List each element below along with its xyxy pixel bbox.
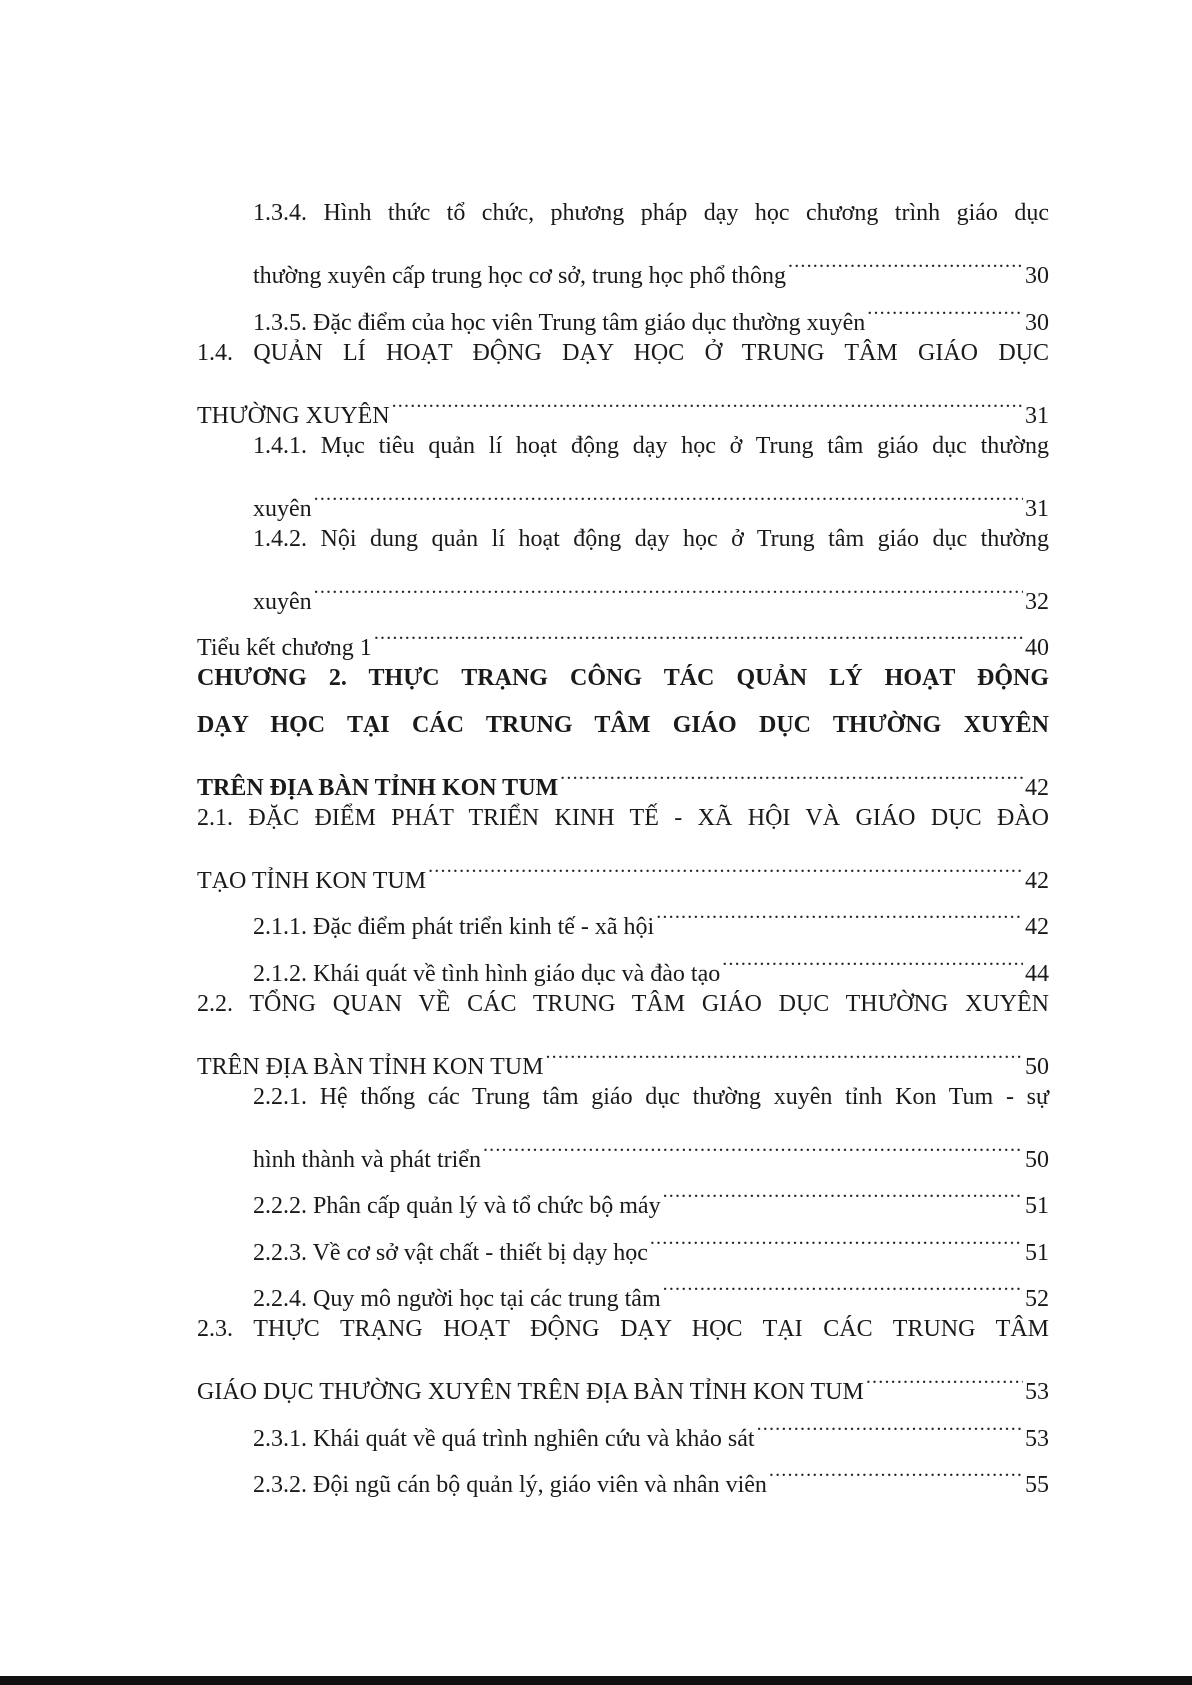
table-of-contents bbox=[197, 190, 1049, 1498]
dot-leader bbox=[663, 1260, 1023, 1307]
toc-entry-text: THƯỜNG XUYÊN bbox=[197, 402, 390, 429]
toc-entry-text: 2.1.1. Đặc điểm phát triển kinh tế - xã hội bbox=[253, 914, 655, 940]
toc-page-number: 50 bbox=[1025, 1146, 1049, 1173]
toc-entry-text: thường xuyên cấp trung học cơ sở, trung học phổ thông bbox=[253, 263, 786, 289]
toc-entry-line bbox=[197, 841, 1049, 894]
dot-leader bbox=[663, 1167, 1023, 1214]
toc-page-number: 30 bbox=[1025, 263, 1049, 289]
toc-entry-text: 1.3.5. Đặc điểm của học viên Trung tâm giáo dục thường xuyên bbox=[253, 309, 866, 336]
toc-page-number: 55 bbox=[1025, 1472, 1049, 1498]
toc-entry-line bbox=[197, 562, 1049, 615]
dot-leader bbox=[560, 748, 1023, 795]
toc-page-number: 51 bbox=[1025, 1193, 1049, 1219]
toc-entry-text: 2.3.2. Đội ngũ cán bộ quản lý, giáo viên và nhân viên bbox=[253, 1472, 767, 1498]
dot-leader bbox=[867, 283, 1023, 330]
toc-entry-line bbox=[197, 1353, 1049, 1405]
toc-page-number: 51 bbox=[1025, 1239, 1049, 1266]
toc-page-number: 42 bbox=[1025, 774, 1049, 801]
toc-entry-text: 2.2.2. Phân cấp quản lý và tổ chức bộ máy bbox=[253, 1193, 661, 1219]
dot-leader bbox=[769, 1446, 1023, 1493]
toc-chapter-text: DẠY HỌC TẠI CÁC TRUNG TÂM GIÁO DỤC THƯỜNG XUYÊN bbox=[197, 711, 1049, 738]
toc-entry-text: TRÊN ĐỊA BÀN TỈNH KON TUM bbox=[197, 1053, 544, 1080]
toc-entry-text: 1.4.1. Mục tiêu quản lí hoạt động dạy học ở Trung tâm giáo dục thường bbox=[253, 432, 1049, 459]
dot-leader bbox=[392, 376, 1023, 423]
toc-entry-text: 2.2.4. Quy mô người học tại các trung tâm bbox=[253, 1286, 661, 1312]
toc-entry-text: xuyên bbox=[253, 495, 312, 522]
toc-page-number: 50 bbox=[1025, 1053, 1049, 1080]
toc-entry-text: 1.4.2. Nội dung quản lí hoạt động dạy học ở Trung tâm giáo dục thường bbox=[253, 525, 1049, 552]
toc-chapter-line bbox=[197, 702, 1049, 749]
toc-entry-line bbox=[197, 237, 1049, 289]
toc-entry-text: hình thành và phát triển bbox=[253, 1146, 481, 1173]
page-bottom-edge bbox=[0, 1676, 1192, 1685]
dot-leader bbox=[314, 469, 1023, 516]
dot-leader bbox=[788, 237, 1023, 284]
toc-page-number: 53 bbox=[1025, 1379, 1049, 1405]
dot-leader bbox=[314, 562, 1023, 609]
dot-leader bbox=[866, 1353, 1023, 1400]
toc-entry-text: 2.1. ĐẶC ĐIỂM PHÁT TRIỂN KINH TẾ - XÃ HỘI VÀ GIÁO DỤC ĐÀO bbox=[197, 804, 1049, 831]
toc-chapter-text: TRÊN ĐỊA BÀN TỈNH KON TUM bbox=[197, 774, 559, 801]
toc-entry-line bbox=[197, 330, 1049, 377]
toc-entry-text: TẠO TỈNH KON TUM bbox=[197, 867, 427, 894]
toc-entry-line bbox=[197, 516, 1049, 563]
dot-leader bbox=[656, 888, 1023, 935]
dot-leader bbox=[428, 841, 1023, 888]
toc-entry-line bbox=[197, 795, 1049, 842]
toc-entry-text: 2.3.1. Khái quát về quá trình nghiên cứu và khảo sát bbox=[253, 1425, 755, 1452]
toc-chapter-line bbox=[197, 748, 1049, 801]
toc-page-number: 53 bbox=[1025, 1425, 1049, 1452]
toc-entry-line bbox=[197, 1074, 1049, 1121]
toc-entry-line bbox=[197, 376, 1049, 429]
toc-page-number: 44 bbox=[1025, 960, 1049, 987]
toc-entry-text: 2.2.1. Hệ thống các Trung tâm giáo dục thường xuyên tỉnh Kon Tum - sự bbox=[253, 1083, 1049, 1110]
toc-entry-text: 2.2.3. Về cơ sở vật chất - thiết bị dạy học bbox=[253, 1239, 648, 1266]
toc-entry-text: 2.2. TỔNG QUAN VỀ CÁC TRUNG TÂM GIÁO DỤC THƯỜNG XUYÊN bbox=[197, 990, 1049, 1017]
toc-entry-line bbox=[197, 423, 1049, 470]
toc-entry-line bbox=[197, 190, 1049, 237]
toc-entry-text: 1.3.4. Hình thức tổ chức, phương pháp dạy học chương trình giáo dục bbox=[253, 200, 1049, 226]
toc-chapter-text: CHƯƠNG 2. THỰC TRẠNG CÔNG TÁC QUẢN LÝ HOẠT ĐỘNG bbox=[197, 665, 1049, 691]
toc-page-number: 40 bbox=[1025, 635, 1049, 661]
toc-entry-text: 2.1.2. Khái quát về tình hình giáo dục và đào tạo bbox=[253, 960, 721, 987]
dot-leader bbox=[483, 1120, 1023, 1167]
dot-leader bbox=[545, 1027, 1023, 1074]
toc-entry-line bbox=[197, 609, 1049, 661]
toc-page-number: 31 bbox=[1025, 402, 1049, 429]
toc-entry-text: Tiểu kết chương 1 bbox=[197, 635, 372, 661]
toc-page-number: 42 bbox=[1025, 914, 1049, 940]
toc-entry-line bbox=[197, 469, 1049, 522]
toc-page-number: 30 bbox=[1025, 309, 1049, 336]
toc-entry-text: GIÁO DỤC THƯỜNG XUYÊN TRÊN ĐỊA BÀN TỈNH KON TUM bbox=[197, 1379, 864, 1405]
toc-entry-line bbox=[197, 981, 1049, 1028]
toc-chapter-line bbox=[197, 655, 1049, 702]
toc-entry-line bbox=[197, 1027, 1049, 1080]
dot-leader bbox=[757, 1399, 1023, 1446]
toc-entry-text: xuyên bbox=[253, 588, 312, 615]
toc-page-number: 42 bbox=[1025, 867, 1049, 894]
dot-leader bbox=[650, 1213, 1023, 1260]
toc-page-number: 31 bbox=[1025, 495, 1049, 522]
dot-leader bbox=[374, 609, 1023, 656]
toc-entry-text: 2.3. THỰC TRẠNG HOẠT ĐỘNG DẠY HỌC TẠI CÁC TRUNG TÂM bbox=[197, 1316, 1049, 1342]
dot-leader bbox=[722, 934, 1023, 981]
toc-entry-line bbox=[197, 1306, 1049, 1353]
toc-entry-line bbox=[197, 1120, 1049, 1173]
toc-page-number: 52 bbox=[1025, 1286, 1049, 1312]
toc-entry-text: 1.4. QUẢN LÍ HOẠT ĐỘNG DẠY HỌC Ở TRUNG TÂM GIÁO DỤC bbox=[197, 339, 1049, 366]
toc-page-number: 32 bbox=[1025, 588, 1049, 615]
